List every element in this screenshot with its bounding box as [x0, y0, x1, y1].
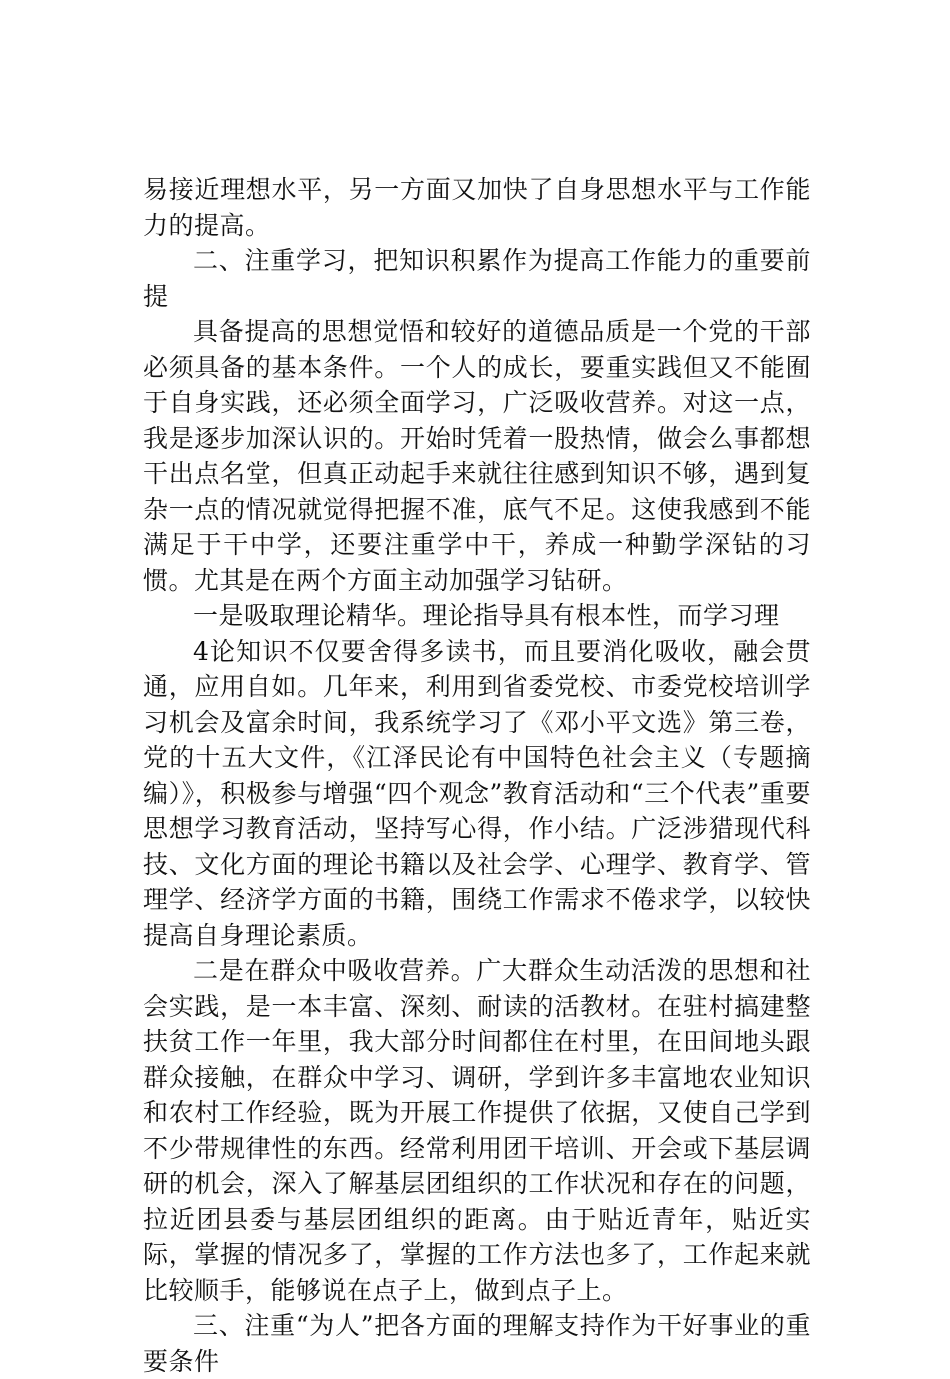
section-heading-2: 二、注重学习，把知识积累作为提高工作能力的重要前提 [143, 246, 811, 311]
paragraph-continuation: 易接近理想水平，另一方面又加快了自身思想水平与工作能力的提高。 [143, 175, 811, 240]
section-heading-3: 三、注重“为人”把各方面的理解支持作为干好事业的重要条件 [143, 1311, 811, 1376]
paragraph-masses: 二是在群众中吸收营养。广大群众生动活泼的思想和社会实践，是一本丰富、深刻、耐读的活教材。在驻村搞建整扶贫工作一年里，我大部分时间都住在村里，在田间地头跟群众接触，在群众中学习、调研，学到许多丰富地农业知识和农村工作经验，既为开展工作提供了依据，又使自己学到不少带规律性的东西。经常利用团干培训、开会或下基层调研的机会，深入了解基层团组织的工作状况和存在的问题，拉近团县委与基层团组织的距离。由于贴近青年，贴近实际，掌握的情况多了，掌握的工作方法也多了，工作起来就比较顺手，能够说在点子上，做到点子上。 [143, 956, 811, 1305]
paragraph-theory-intro: 一是吸取理论精华。理论指导具有根本性，而学习理 [193, 601, 780, 630]
paragraph-theory-study: 4论知识不仅要舍得多读书，而且要消化吸收，融会贯通，应用自如。几年来，利用到省委党校、市委党校培训学习机会及富余时间，我系统学习了《邓小平文选》第三卷，党的十五大文件，《江泽民论有中国特色社会主义（专题摘编）》，积极参与增强“四个观念”教育活动和“三个代表”重要思想学习教育活动，坚持写心得，作小结。广泛涉猎现代科技、文化方面的理论书籍以及社会学、心理学、教育学、管理学、经济学方面的书籍，围绕工作需求不倦求学，以较快提高自身理论素质。 [143, 636, 811, 950]
paragraph-qualities: 具备提高的思想觉悟和较好的道德品质是一个党的干部必须具备的基本条件。一个人的成长，要重实践但又不能囿于自身实践，还必须全面学习，广泛吸收营养。对这一点，我是逐步加深认识的。开始时凭着一股热情，做会么事都想干出点名堂，但真正动起手来就往往感到知识不够，遇到复杂一点的情况就觉得把握不准，底气不足。这使我感到不能满足于干中学，还要注重学中干，养成一种勤学深钻的习惯。尤其是在两个方面主动加强学习钻研。 [143, 317, 811, 595]
document-body [143, 172, 811, 1379]
